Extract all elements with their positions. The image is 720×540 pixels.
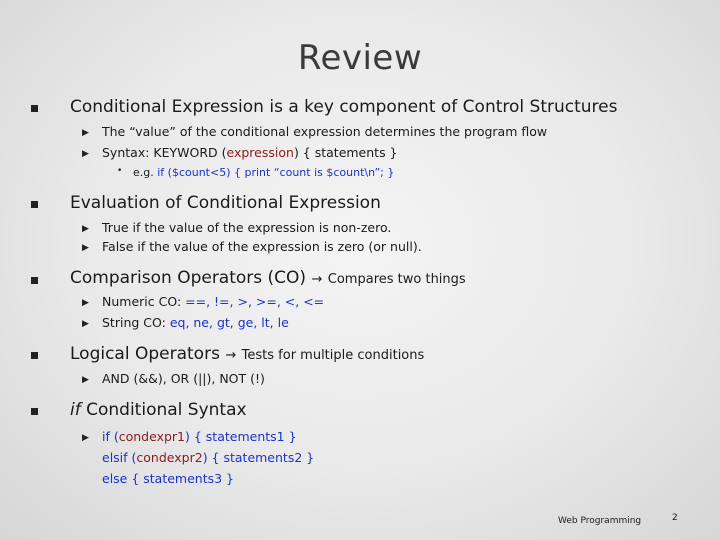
page-number: 2 bbox=[672, 513, 678, 523]
if-code-line-1: if (condexpr1) { statements1 } bbox=[102, 429, 297, 444]
bullet-conditional-expression: Conditional Expression is a key component of Control Structures bbox=[70, 97, 618, 117]
if-code-line-2: elsif (condexpr2) { statements2 } bbox=[102, 450, 315, 465]
triangle-bullet-icon: ▶ bbox=[82, 224, 89, 234]
sub-bullet-true: True if the value of the expression is non-zero. bbox=[102, 220, 392, 235]
if-code-line-3: else { statements3 } bbox=[102, 471, 235, 486]
triangle-bullet-icon: ▶ bbox=[82, 149, 89, 159]
square-bullet-icon bbox=[31, 352, 38, 359]
footer-course: Web Programming bbox=[558, 516, 642, 526]
bullet-evaluation: Evaluation of Conditional Expression bbox=[70, 193, 381, 213]
bullet-if-syntax: if Conditional Syntax bbox=[70, 400, 247, 420]
square-bullet-icon bbox=[31, 105, 38, 112]
arrow-icon: → bbox=[311, 272, 323, 287]
bullet-logical-operators: Logical Operators → Tests for multiple conditions bbox=[70, 344, 425, 364]
triangle-bullet-icon: ▶ bbox=[82, 433, 89, 443]
sub-bullet-string-co: String CO: eq, ne, gt, ge, lt, le bbox=[102, 315, 289, 330]
sub-bullet-syntax: Syntax: KEYWORD (expression) { statements } bbox=[102, 145, 398, 160]
square-bullet-icon bbox=[31, 201, 38, 208]
arrow-icon: → bbox=[225, 348, 237, 363]
triangle-bullet-icon: ▶ bbox=[82, 375, 89, 385]
square-bullet-icon bbox=[31, 408, 38, 415]
triangle-bullet-icon: ▶ bbox=[82, 298, 89, 308]
square-bullet-icon bbox=[31, 277, 38, 284]
triangle-bullet-icon: ▶ bbox=[82, 128, 89, 138]
example-code: e.g. if ($count<5) { print “count is $count\n”; } bbox=[133, 166, 395, 179]
triangle-bullet-icon: ▶ bbox=[82, 243, 89, 253]
bullet-comparison-operators: Comparison Operators (CO) → Compares two things bbox=[70, 268, 466, 288]
sub-bullet-numeric-co: Numeric CO: ==, !=, >, >=, <, <= bbox=[102, 294, 325, 309]
sub-bullet-value: The “value” of the conditional expression determines the program flow bbox=[102, 124, 548, 139]
slide-title: Review bbox=[297, 38, 423, 78]
sub-bullet-false: False if the value of the expression is zero (or null). bbox=[102, 239, 422, 254]
triangle-bullet-icon: ▶ bbox=[82, 319, 89, 329]
dot-bullet-icon: • bbox=[117, 166, 123, 176]
sub-bullet-logical: AND (&&), OR (||), NOT (!) bbox=[102, 371, 265, 386]
